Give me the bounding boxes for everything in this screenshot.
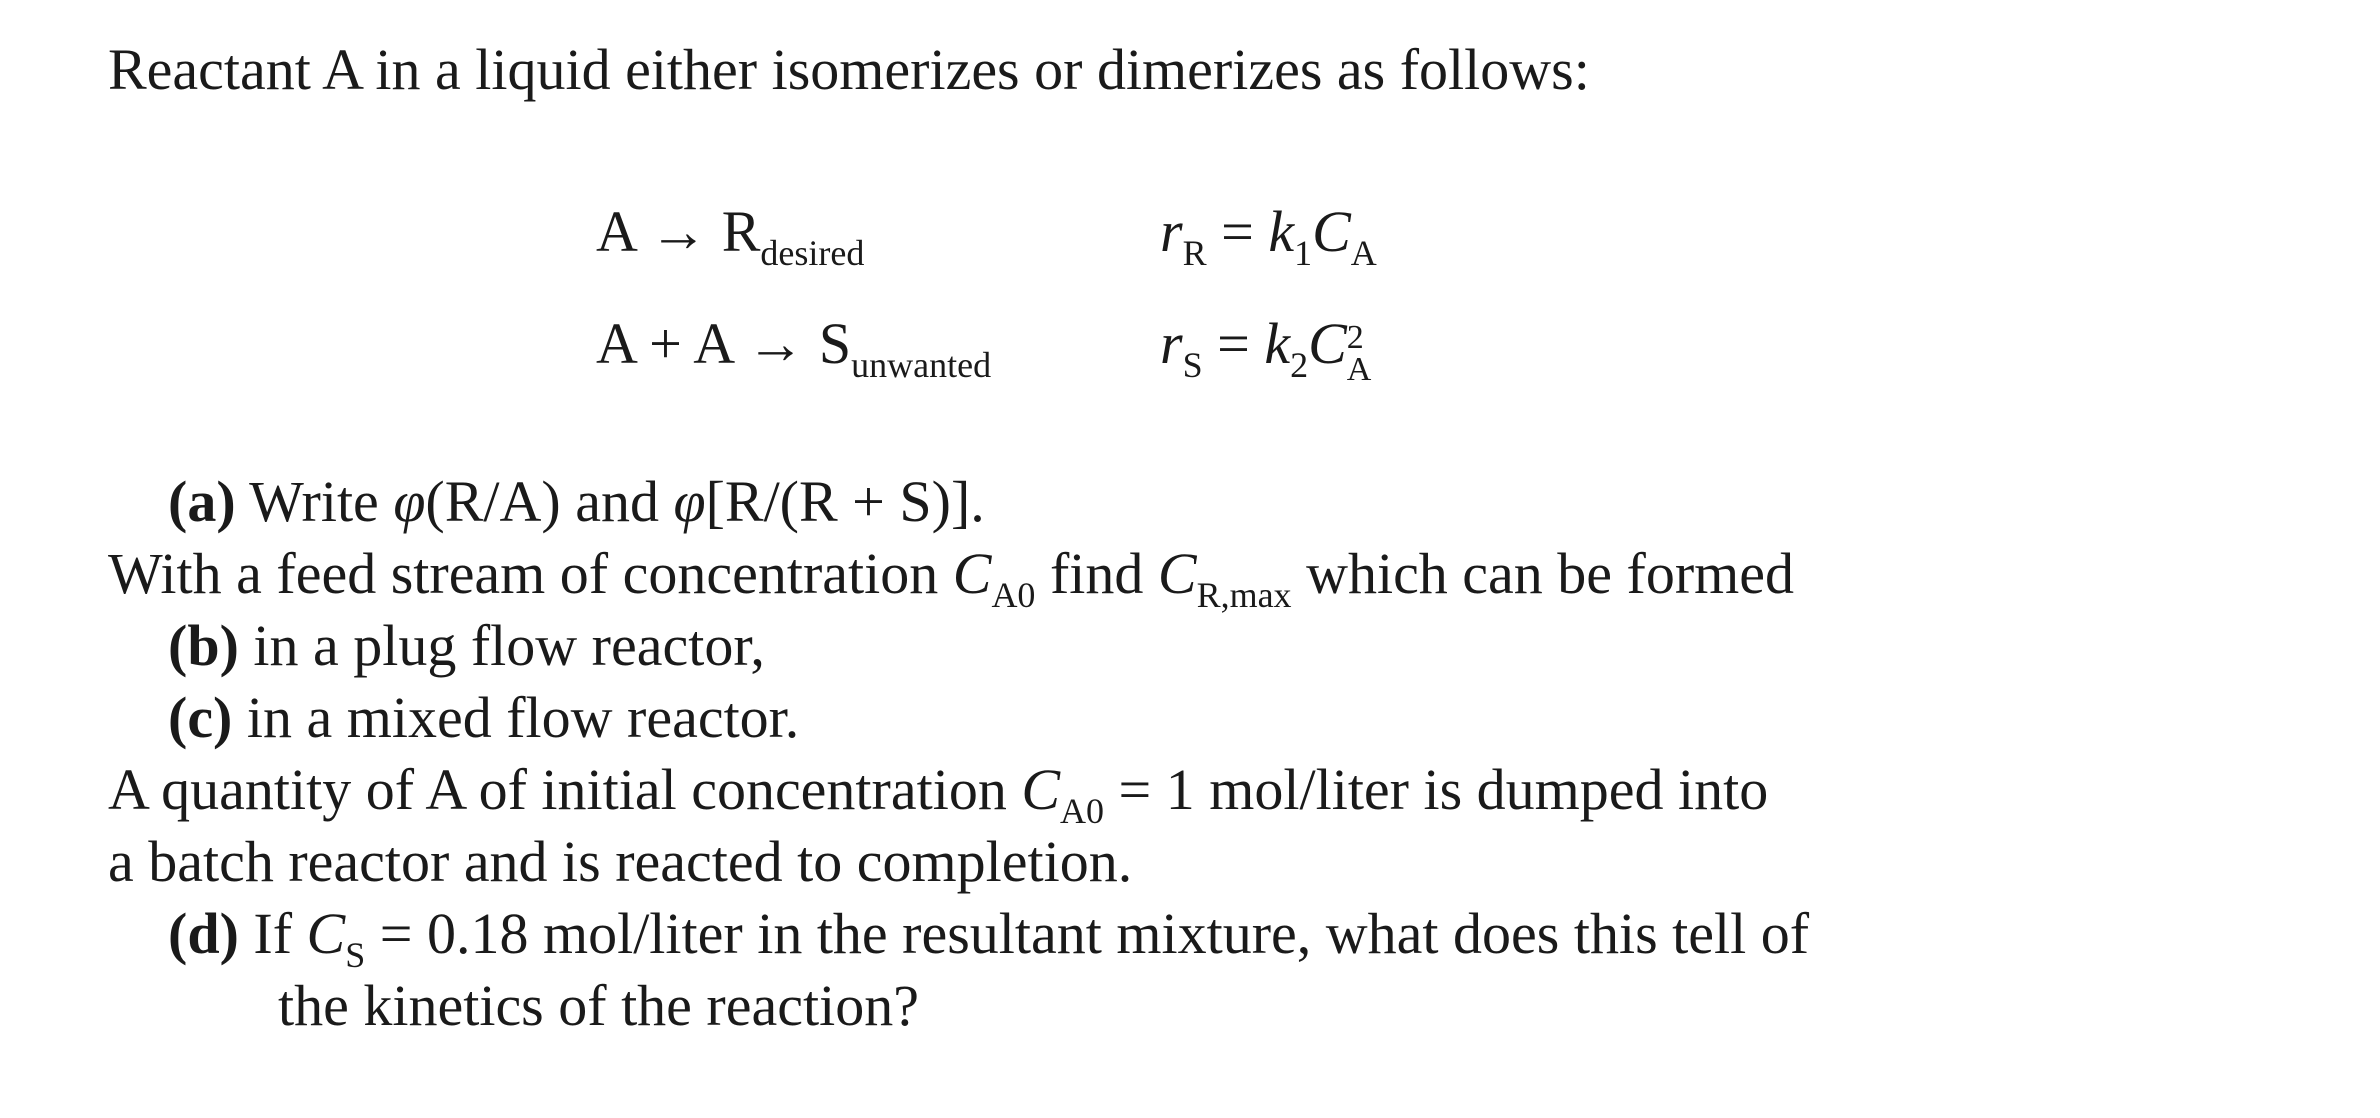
- rate-symbol: r: [1160, 199, 1183, 264]
- intro-text: Reactant A in a liquid either isomerizes or dimerizes as follows:: [108, 37, 1590, 102]
- feed-text-3: which can be formed: [1291, 541, 1795, 606]
- batch-text-1: A quantity of A of initial concentration: [108, 757, 1022, 822]
- part-d-c: C: [306, 901, 346, 966]
- concentration-sub: A: [1350, 233, 1377, 273]
- part-b-text: in a plug flow reactor,: [253, 613, 765, 678]
- part-c-text: in a mixed flow reactor.: [246, 685, 800, 750]
- feed-text-1: With a feed stream of concentration: [108, 541, 953, 606]
- part-a-label: (a): [168, 469, 236, 534]
- equals-sign: =: [1221, 199, 1254, 264]
- part-d-text-1: If: [253, 901, 307, 966]
- reaction-2-product-sub: unwanted: [851, 345, 992, 385]
- feed-c-sub: A0: [991, 575, 1036, 615]
- part-d-c-sub: S: [345, 935, 366, 975]
- part-d-label: (d): [168, 901, 239, 966]
- reaction-1: [596, 200, 864, 271]
- phi-symbol: φ: [393, 469, 426, 534]
- part-b-label: (b): [168, 613, 239, 678]
- feed-text-2: find: [1035, 541, 1158, 606]
- reaction-arrow: →: [649, 199, 708, 264]
- rate-law-2: [1160, 311, 1375, 388]
- phi-symbol: φ: [673, 469, 706, 534]
- concentration-symbol: C: [1308, 311, 1347, 376]
- feed-c2: C: [1157, 541, 1197, 606]
- feed-c: C: [952, 541, 992, 606]
- part-c-label: (c): [168, 685, 233, 750]
- rate-constant-sub: 1: [1294, 233, 1313, 273]
- part-d: [168, 902, 1809, 973]
- part-a: [168, 470, 985, 534]
- reaction-2-lhs: A + A: [596, 311, 732, 376]
- rate-symbol-sub: S: [1182, 345, 1203, 385]
- concentration-sub: A: [1346, 351, 1372, 388]
- reaction-1-product-sub: desired: [760, 233, 865, 273]
- concentration-symbol: C: [1312, 199, 1351, 264]
- rate-constant: k: [1264, 311, 1291, 376]
- reaction-arrow: →: [746, 311, 805, 376]
- rate-law-1: [1160, 200, 1377, 271]
- part-a-text-1: Write: [249, 469, 394, 534]
- rate-constant-sub: 2: [1290, 345, 1309, 385]
- batch-c-sub: A0: [1060, 791, 1105, 831]
- batch-line-1: [108, 758, 1768, 829]
- rate-symbol-sub: R: [1182, 233, 1207, 273]
- rate-symbol: r: [1160, 311, 1183, 376]
- equals-sign: =: [1217, 311, 1250, 376]
- concentration-subsup: [1346, 312, 1375, 388]
- reaction-1-lhs: A: [596, 199, 635, 264]
- part-d-line-2: the kinetics of the reaction?: [278, 973, 919, 1038]
- part-a-text-2: (R/A) and: [425, 469, 674, 534]
- part-d-text-2: = 0.18 mol/liter in the resultant mixture, what does this tell of: [365, 901, 1810, 966]
- part-b: [168, 614, 765, 678]
- concentration-exponent: 2: [1346, 319, 1364, 356]
- batch-text-2: = 1 mol/liter is dumped into: [1104, 757, 1769, 822]
- batch-c: C: [1021, 757, 1061, 822]
- part-a-text-3: [R/(R + S)].: [705, 469, 985, 534]
- reaction-1-product: R: [721, 199, 761, 264]
- feed-line: [108, 542, 1794, 613]
- part-c: [168, 686, 799, 750]
- reaction-2-product: S: [818, 311, 852, 376]
- reaction-2: [596, 312, 991, 383]
- batch-line-2: a batch reactor and is reacted to completion.: [108, 829, 1133, 894]
- feed-c2-sub: R,max: [1196, 575, 1292, 615]
- rate-constant: k: [1268, 199, 1295, 264]
